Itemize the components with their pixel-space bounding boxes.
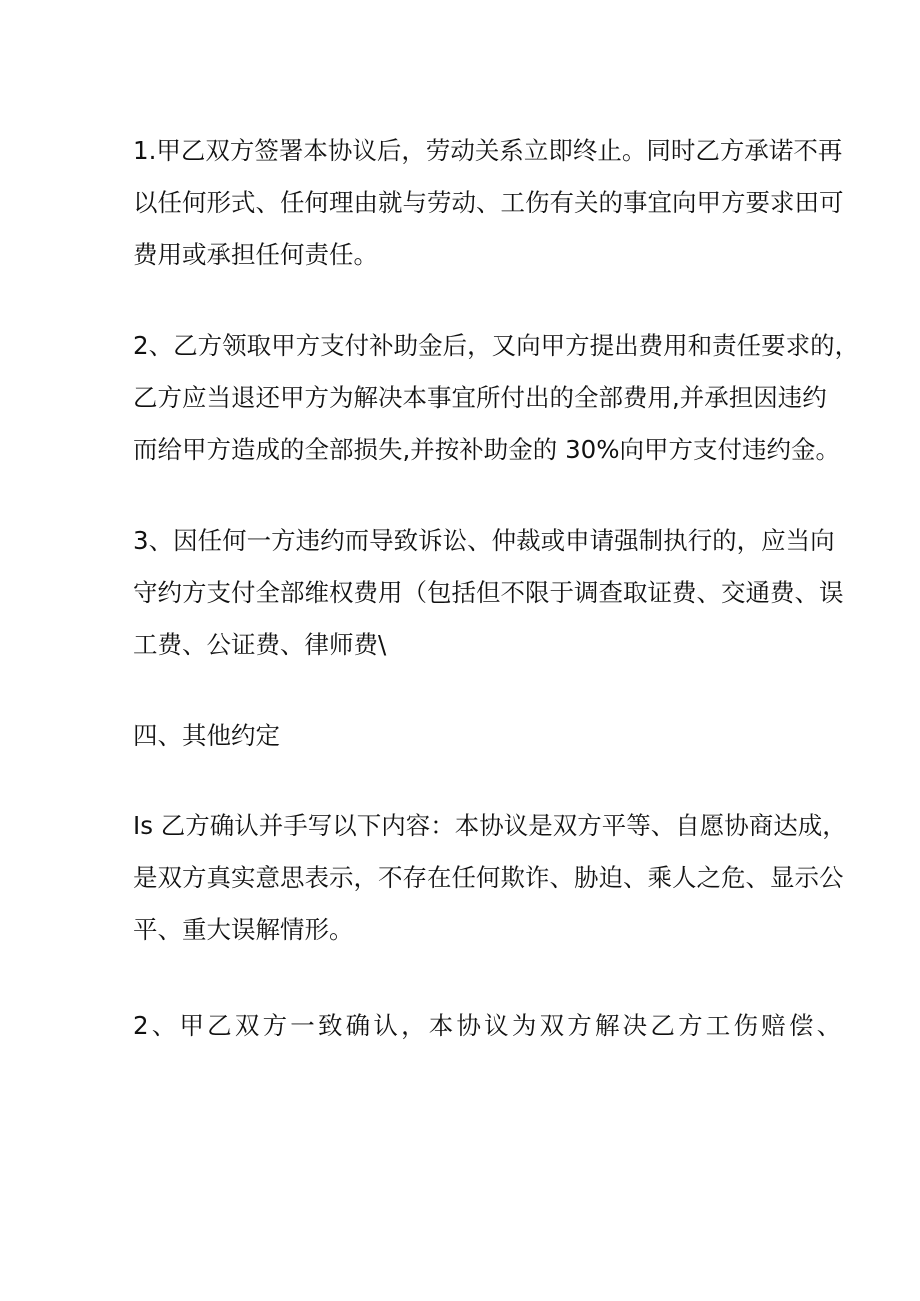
text-line: 平、重大误解情形。 bbox=[133, 915, 354, 944]
text-line: 乙方应当退还甲方为解决本事宜所付出的全部费用,并承担因违约 bbox=[133, 383, 827, 412]
text-line: 是双方真实意思表示，不存在任何欺诈、胁迫、乘人之危、显示公 bbox=[133, 863, 844, 892]
text-line: 费用或承担任何责任。 bbox=[133, 240, 378, 269]
text-line: 而给甲方造成的全部损失,并按补助金的 30%向甲方支付违约金。 bbox=[133, 435, 841, 464]
text-line: 守约方支付全部维权费用（包括但不限于调查取证费、交通费、误 bbox=[133, 578, 844, 607]
text-line: 3、因任何一方违约而导致诉讼、仲裁或申请强制执行的，应当向 bbox=[133, 526, 835, 555]
text-line: Is 乙方确认并手写以下内容：本协议是双方平等、自愿协商达成， bbox=[133, 811, 847, 840]
text-line: 工费、公证费、律师费\ bbox=[133, 630, 387, 659]
clause-1-confirmation bbox=[133, 800, 847, 956]
clause-2-refund bbox=[133, 320, 859, 476]
clause-2-mutual-confirmation bbox=[133, 1000, 844, 1052]
section-heading: 四、其他约定 bbox=[133, 721, 280, 750]
section-heading-other-terms bbox=[133, 710, 280, 762]
text-line: 1.甲乙双方签署本协议后，劳动关系立即终止。同时乙方承诺不再 bbox=[133, 136, 843, 165]
clause-3-breach-costs bbox=[133, 515, 844, 671]
text-line: 以任何形式、任何理由就与劳动、工伤有关的事宜向甲方要求田可 bbox=[133, 188, 844, 217]
text-line: 2、乙方领取甲方支付补助金后，又向甲方提出费用和责任要求的， bbox=[133, 331, 860, 360]
clause-1-termination bbox=[133, 125, 844, 281]
text-line: 2、甲乙双方一致确认，本协议为双方解决乙方工伤赔偿、 bbox=[133, 1011, 845, 1040]
